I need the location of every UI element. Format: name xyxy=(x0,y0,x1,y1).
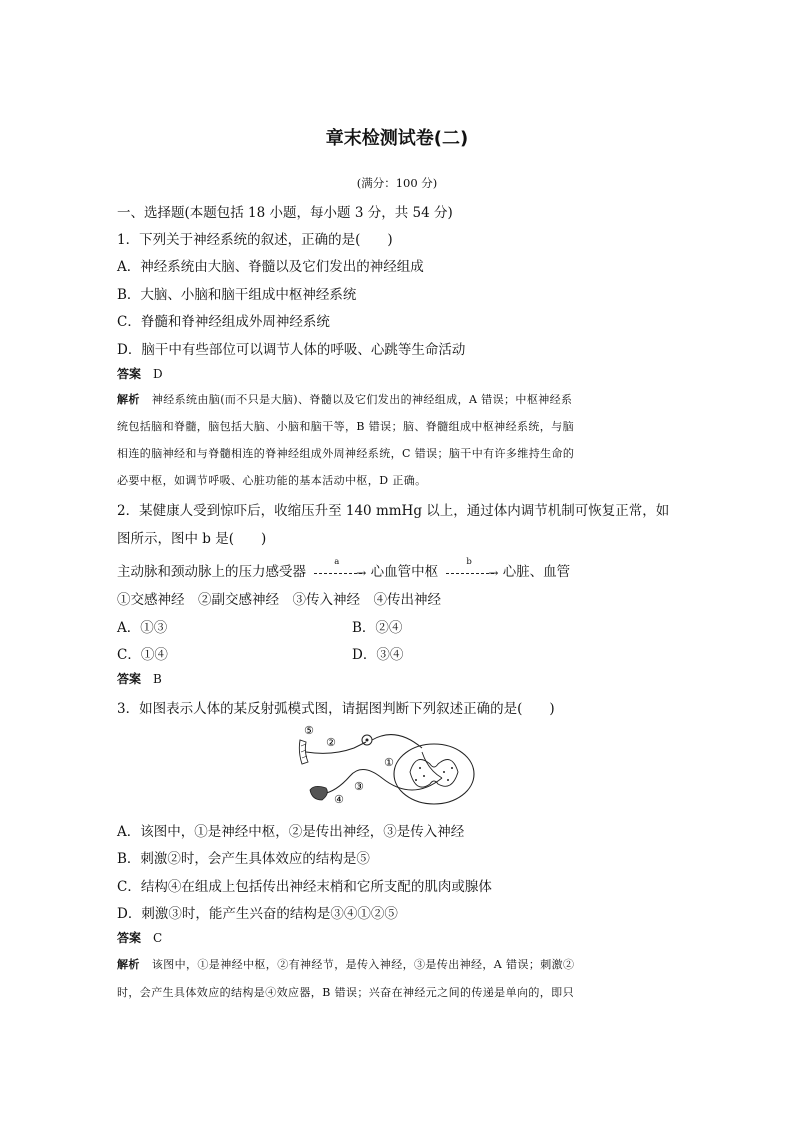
q2-flow-diagram xyxy=(117,556,571,580)
q3-analysis-line-2: 时，会产生具体效应的结构是④效应器，B 错误；兴奋在神经元之间的传递是单向的，即只 xyxy=(117,986,574,999)
q1-stem: 1．下列关于神经系统的叙述，正确的是( ) xyxy=(117,232,393,248)
label-5: ⑤ xyxy=(304,724,314,737)
flow-start: 主动脉和颈动脉上的压力感受器 xyxy=(117,564,306,580)
q1-option-c: C．脊髓和脊神经组成外周神经系统 xyxy=(117,314,330,330)
score-note: (满分：100 分) xyxy=(356,176,438,190)
answer-label: 答案 xyxy=(117,931,142,945)
analysis-label: 解析 xyxy=(117,393,140,406)
answer-value: B xyxy=(153,672,162,686)
q1-option-b: B．大脑、小脑和脑干组成中枢神经系统 xyxy=(117,287,357,303)
q3-answer xyxy=(117,929,162,946)
page-title: 章末检测试卷(二) xyxy=(325,128,469,149)
q1-option-d: D．脑干中有些部位可以调节人体的呼吸、心跳等生命活动 xyxy=(117,342,466,358)
label-4: ④ xyxy=(334,793,344,806)
label-3: ③ xyxy=(354,780,364,793)
analysis-label: 解析 xyxy=(117,958,140,971)
answer-value: C xyxy=(153,931,163,945)
q2-option-c: C．①④ xyxy=(117,647,168,663)
flow-label-a: a xyxy=(334,556,340,567)
q2-answer xyxy=(117,670,162,687)
q3-option-a: A．该图中，①是神经中枢，②是传出神经，③是传入神经 xyxy=(117,824,465,840)
q3-option-c: C．结构④在组成上包括传出神经末梢和它所支配的肌肉或腺体 xyxy=(117,879,492,895)
afferent-nerve xyxy=(306,742,366,753)
q1-answer xyxy=(117,365,163,382)
q2-stem-line-1: 2．某健康人受到惊吓后，收缩压升至 140 mmHg 以上，通过体内调节机制可恢复正常，如 xyxy=(117,503,670,519)
effector-shape xyxy=(310,786,327,800)
flow-end: 心脏、血管 xyxy=(502,564,571,580)
flow-arrow-a: → a xyxy=(310,566,366,580)
reflex-arc-diagram xyxy=(292,722,482,810)
q3-option-d: D．刺激③时，能产生兴奋的结构是③④①②⑤ xyxy=(117,906,398,922)
q3-stem: 3．如图表示人体的某反射弧模式图，请据图判断下列叙述正确的是( ) xyxy=(117,701,555,717)
flow-mid: 心血管中枢 xyxy=(370,564,439,580)
q1-analysis-line-1: 解析 神经系统由脑(而不只是大脑)、脊髓以及它们发出的神经组成，A 错误；中枢神经系 xyxy=(117,393,573,406)
label-2: ② xyxy=(326,736,336,749)
answer-value: D xyxy=(153,367,163,381)
answer-label: 答案 xyxy=(117,367,142,381)
q2-options-line: ①交感神经 ②副交感神经 ③传入神经 ④传出神经 xyxy=(117,592,441,608)
flow-label-b: b xyxy=(466,556,472,567)
q3-analysis-line-1: 解析 该图中，①是神经中枢，②有神经节，是传入神经，③是传出神经，A 错误；刺激② xyxy=(117,958,575,971)
label-1: ① xyxy=(384,756,394,769)
flow-arrow-b: → b xyxy=(442,566,498,580)
q2-option-b: B．②④ xyxy=(352,620,403,636)
q2-option-a: A．①③ xyxy=(117,620,168,636)
section-heading: 一、选择题(本题包括 18 小题，每小题 3 分，共 54 分) xyxy=(117,205,453,221)
efferent-nerve xyxy=(322,769,442,794)
q1-analysis-line-4: 必要中枢，如调节呼吸、心脏功能的基本活动中枢，D 正确。 xyxy=(117,474,427,487)
q3-option-b: B．刺激②时，会产生具体效应的结构是⑤ xyxy=(117,851,370,867)
answer-label: 答案 xyxy=(117,672,142,686)
q2-option-d: D．③④ xyxy=(352,647,404,663)
spinal-cord-shape xyxy=(394,744,474,804)
q1-analysis-line-2: 统包括脑和脊髓，脑包括大脑、小脑和脑干等，B 错误；脑、脊髓组成中枢神经系统，与脑 xyxy=(117,420,574,433)
q1-analysis-line-3: 相连的脑神经和与脊髓相连的脊神经组成外周神经系统，C 错误；脑干中有许多维持生命的 xyxy=(117,447,575,460)
q1-option-a: A．神经系统由大脑、脊髓以及它们发出的神经组成 xyxy=(117,259,424,275)
q2-stem-line-2: 图所示，图中 b 是( ) xyxy=(117,531,267,547)
